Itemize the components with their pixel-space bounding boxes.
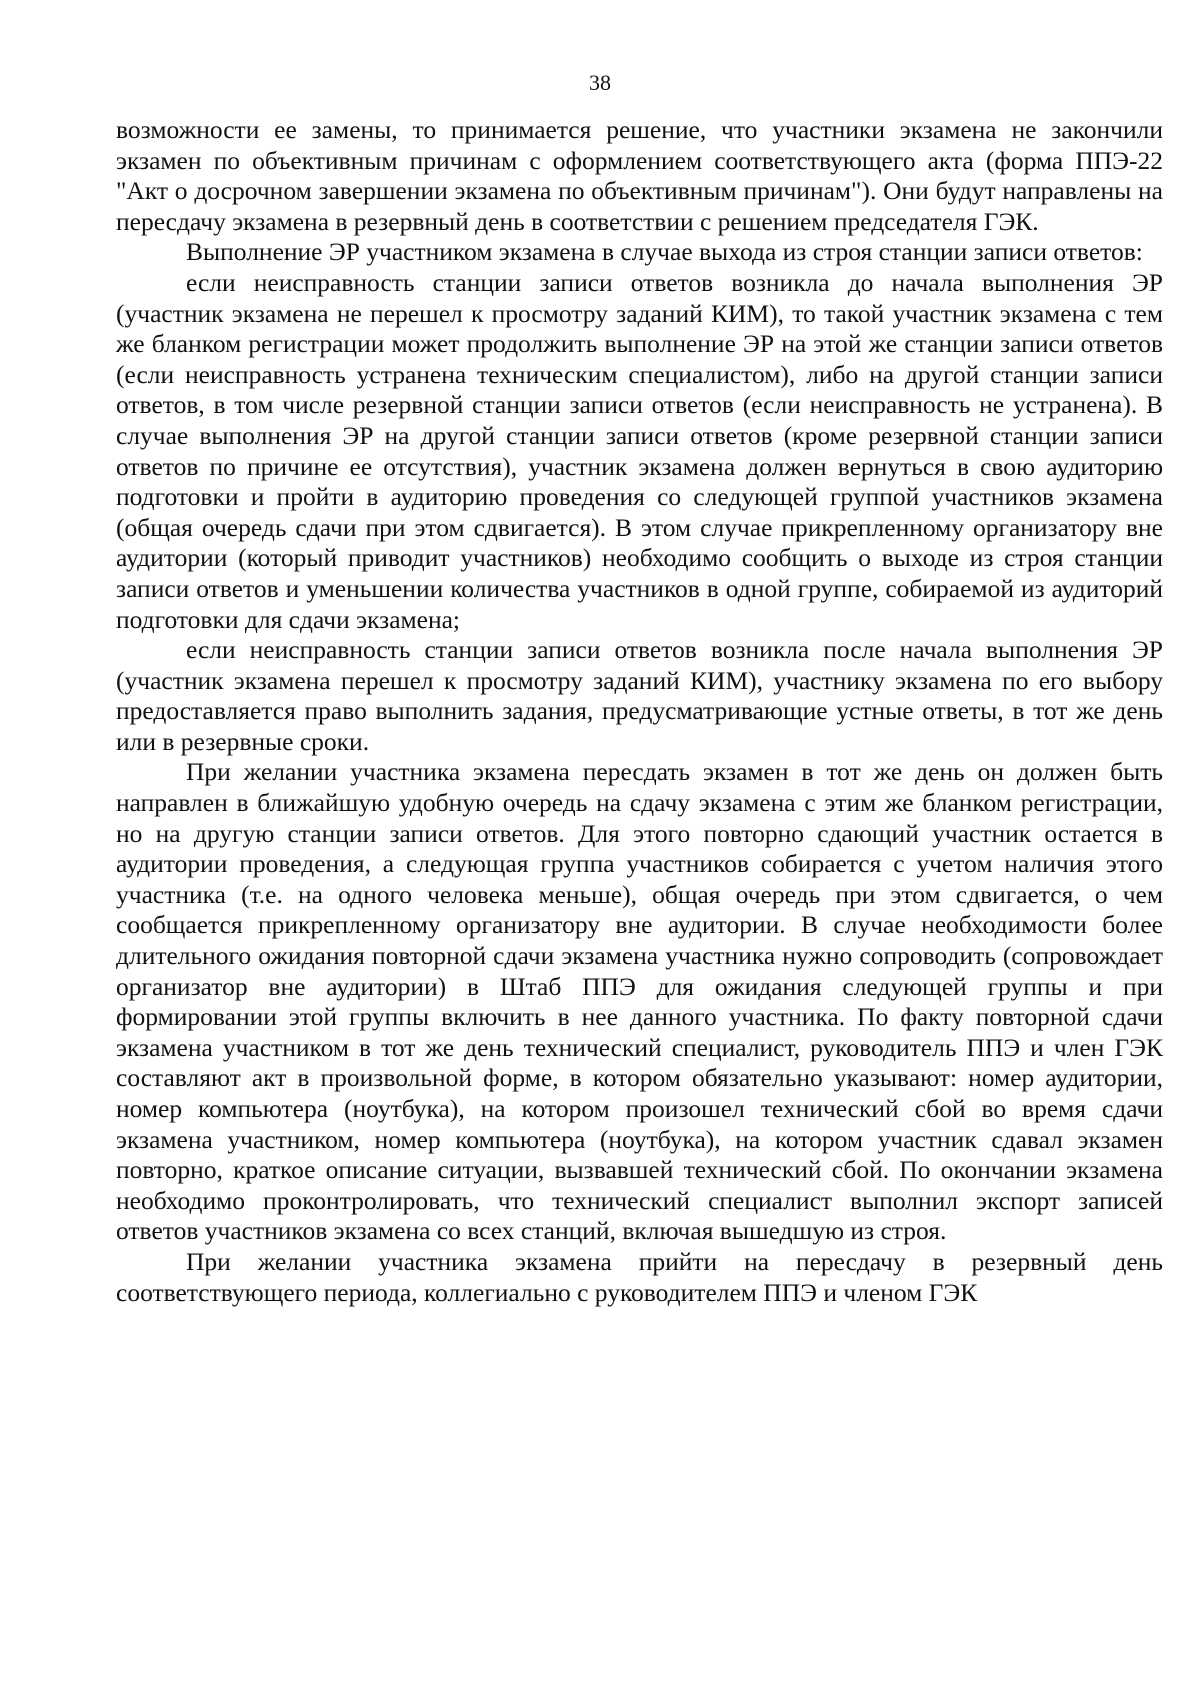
paragraph-reserve-day-retake: При желании участника экзамена прийти на пересдачу в резервный день соответствующего периода, коллегиально с руководителем ППЭ и членом ГЭК — [116, 1246, 1163, 1307]
page-body — [116, 115, 1163, 1308]
paragraph-continuation: возможности ее замены, то принимается решение, что участники экзамена не закончили экзамен по объективным причинам с оформлением соответствующего акта (форма ППЭ-22 "Акт о досрочном завершении экзамена по объективным причинам"). Они будут направлены на пересдачу экзамена в резервный день в соответствии с решением председателя ГЭК. — [116, 115, 1163, 236]
paragraph-same-day-retake: При желании участника экзамена пересдать экзамен в тот же день он должен быть направлен в ближайшую удобную очередь на сдачу экзамена с этим же бланком регистрации, но на другую станции записи ответов. Для этого повторно сдающий участник остается в аудитории проведения, а следующая группа участников собирается с учетом наличия этого участника (т.е. на одного человека меньше), общая очередь при этом сдвигается, о чем сообщается прикрепленному организатору вне аудитории. В случае необходимости более длительного ожидания повторной сдачи экзамена участника нужно сопроводить (сопровождает организатор вне аудитории) в Штаб ППЭ для ожидания следующей группы и при формировании этой группы включить в нее данного участника. По факту повторной сдачи экзамена участником в тот же день технический специалист, руководитель ППЭ и член ГЭК составляют акт в произвольной форме, в котором обязательно указывают: номер аудитории, номер компьютера (ноутбука), на котором произошел технический сбой во время сдачи экзамена участником, номер компьютера (ноутбука), на котором участник сдавал экзамен повторно, краткое описание ситуации, вызвавшей технический сбой. По окончании экзамена необходимо проконтролировать, что технический специалист выполнил экспорт записей ответов участников экзамена со всех станций, включая вышедшую из строя. — [116, 757, 1163, 1246]
paragraph-failure-after-start: если неисправность станции записи ответов возникла после начала выполнения ЭР (участник экзамена перешел к просмотру заданий КИМ), участнику экзамена по его выбору предоставляется право выполнить задания, предусматривающие устные ответы, в тот же день или в резервные сроки. — [116, 635, 1163, 756]
paragraph-er-station-failure-intro: Выполнение ЭР участником экзамена в случае выхода из строя станции записи ответов: — [186, 237, 1143, 267]
paragraph-failure-before-start: если неисправность станции записи ответов возникла до начала выполнения ЭР (участник экзамена не перешел к просмотру заданий КИМ), то такой участник экзамена с тем же бланком регистрации может продолжить выполнение ЭР на этой же станции записи ответов (если неисправность устранена техническим специалистом), либо на другой станции записи ответов, в том числе резервной станции записи ответов (если неисправность не устранена). В случае выполнения ЭР на другой станции записи ответов (кроме резервной станции записи ответов по причине ее отсутствия), участник экзамена должен вернуться в свою аудиторию подготовки и пройти в аудиторию проведения со следующей группой участников экзамена (общая очередь сдачи при этом сдвигается). В этом случае прикрепленному организатору вне аудитории (который приводит участников) необходимо сообщить о выходе из строя станции записи ответов и уменьшении количества участников в одной группе, собираемой из аудиторий подготовки для сдачи экзамена; — [116, 267, 1163, 634]
page-number: 38 — [589, 70, 611, 95]
